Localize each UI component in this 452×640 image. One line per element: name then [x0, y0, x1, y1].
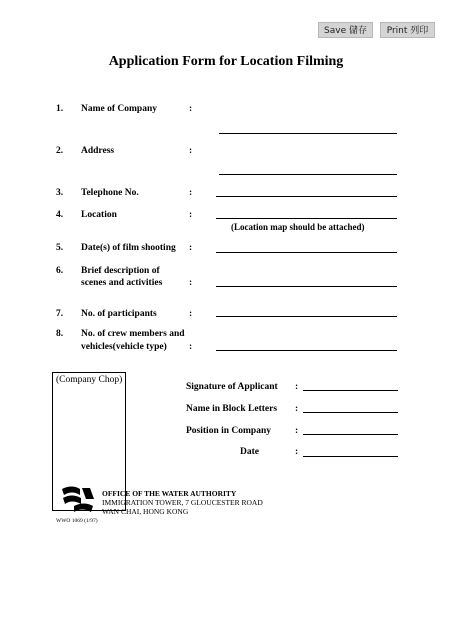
- company-chop-label: (Company Chop): [56, 375, 123, 385]
- date-field[interactable]: [303, 456, 398, 457]
- location-field[interactable]: [216, 218, 397, 219]
- date-label: Date: [240, 447, 259, 457]
- field-colon: :: [189, 188, 193, 198]
- field-colon: :: [189, 104, 193, 114]
- water-authority-logo: [60, 485, 96, 515]
- field-colon: :: [295, 426, 299, 436]
- field-colon: :: [295, 447, 299, 457]
- signature-field[interactable]: [303, 390, 398, 391]
- field-label-crew: No. of crew members and: [81, 329, 185, 339]
- form-code: WWO 1069 (1/97): [56, 518, 98, 524]
- position-label: Position in Company: [186, 426, 271, 436]
- page-title: Application Form for Location Filming: [108, 54, 344, 69]
- field-label-location: Location: [81, 210, 117, 220]
- field-number: 6.: [56, 266, 64, 276]
- position-field[interactable]: [303, 434, 398, 435]
- field-number: 7.: [56, 309, 64, 319]
- company-name-field[interactable]: [219, 133, 397, 134]
- field-label-company: Name of Company: [81, 104, 157, 114]
- description-field[interactable]: [216, 286, 397, 287]
- telephone-field[interactable]: [216, 196, 397, 197]
- field-colon: :: [295, 404, 299, 414]
- field-colon: :: [189, 243, 193, 253]
- office-address-line1: IMMIGRATION TOWER, 7 GLOUCESTER ROAD: [102, 498, 263, 507]
- participants-field[interactable]: [216, 316, 397, 317]
- field-label-dates: Date(s) of film shooting: [81, 243, 176, 253]
- field-number: 8.: [56, 329, 64, 339]
- field-colon: :: [189, 210, 193, 220]
- field-colon: :: [189, 342, 193, 352]
- field-colon: :: [189, 309, 193, 319]
- field-colon: :: [295, 382, 299, 392]
- field-colon: :: [189, 146, 193, 156]
- print-button[interactable]: Print 列印: [380, 22, 435, 38]
- signature-label: Signature of Applicant: [186, 382, 278, 392]
- field-label-telephone: Telephone No.: [81, 188, 139, 198]
- address-field[interactable]: [219, 174, 397, 175]
- crew-field[interactable]: [216, 350, 397, 351]
- office-address-line2: WAN CHAI, HONG KONG: [102, 507, 189, 516]
- dates-field[interactable]: [216, 252, 397, 253]
- location-note: (Location map should be attached): [231, 222, 365, 232]
- block-letters-label: Name in Block Letters: [186, 404, 278, 414]
- field-number: 1.: [56, 104, 64, 114]
- field-label-crew-line2: vehicles(vehicle type): [81, 342, 167, 352]
- field-number: 3.: [56, 188, 64, 198]
- field-colon: :: [189, 278, 193, 288]
- field-label-participants: No. of participants: [81, 309, 157, 319]
- field-label-description: Brief description of: [81, 266, 160, 276]
- field-label-address: Address: [81, 146, 115, 156]
- save-button[interactable]: Save 儲存: [318, 22, 373, 38]
- field-number: 5.: [56, 243, 64, 253]
- field-label-description-line2: scenes and activities: [81, 278, 163, 288]
- field-number: 4.: [56, 210, 64, 220]
- field-number: 2.: [56, 146, 64, 156]
- block-letters-field[interactable]: [303, 412, 398, 413]
- office-name: OFFICE OF THE WATER AUTHORITY: [102, 489, 237, 498]
